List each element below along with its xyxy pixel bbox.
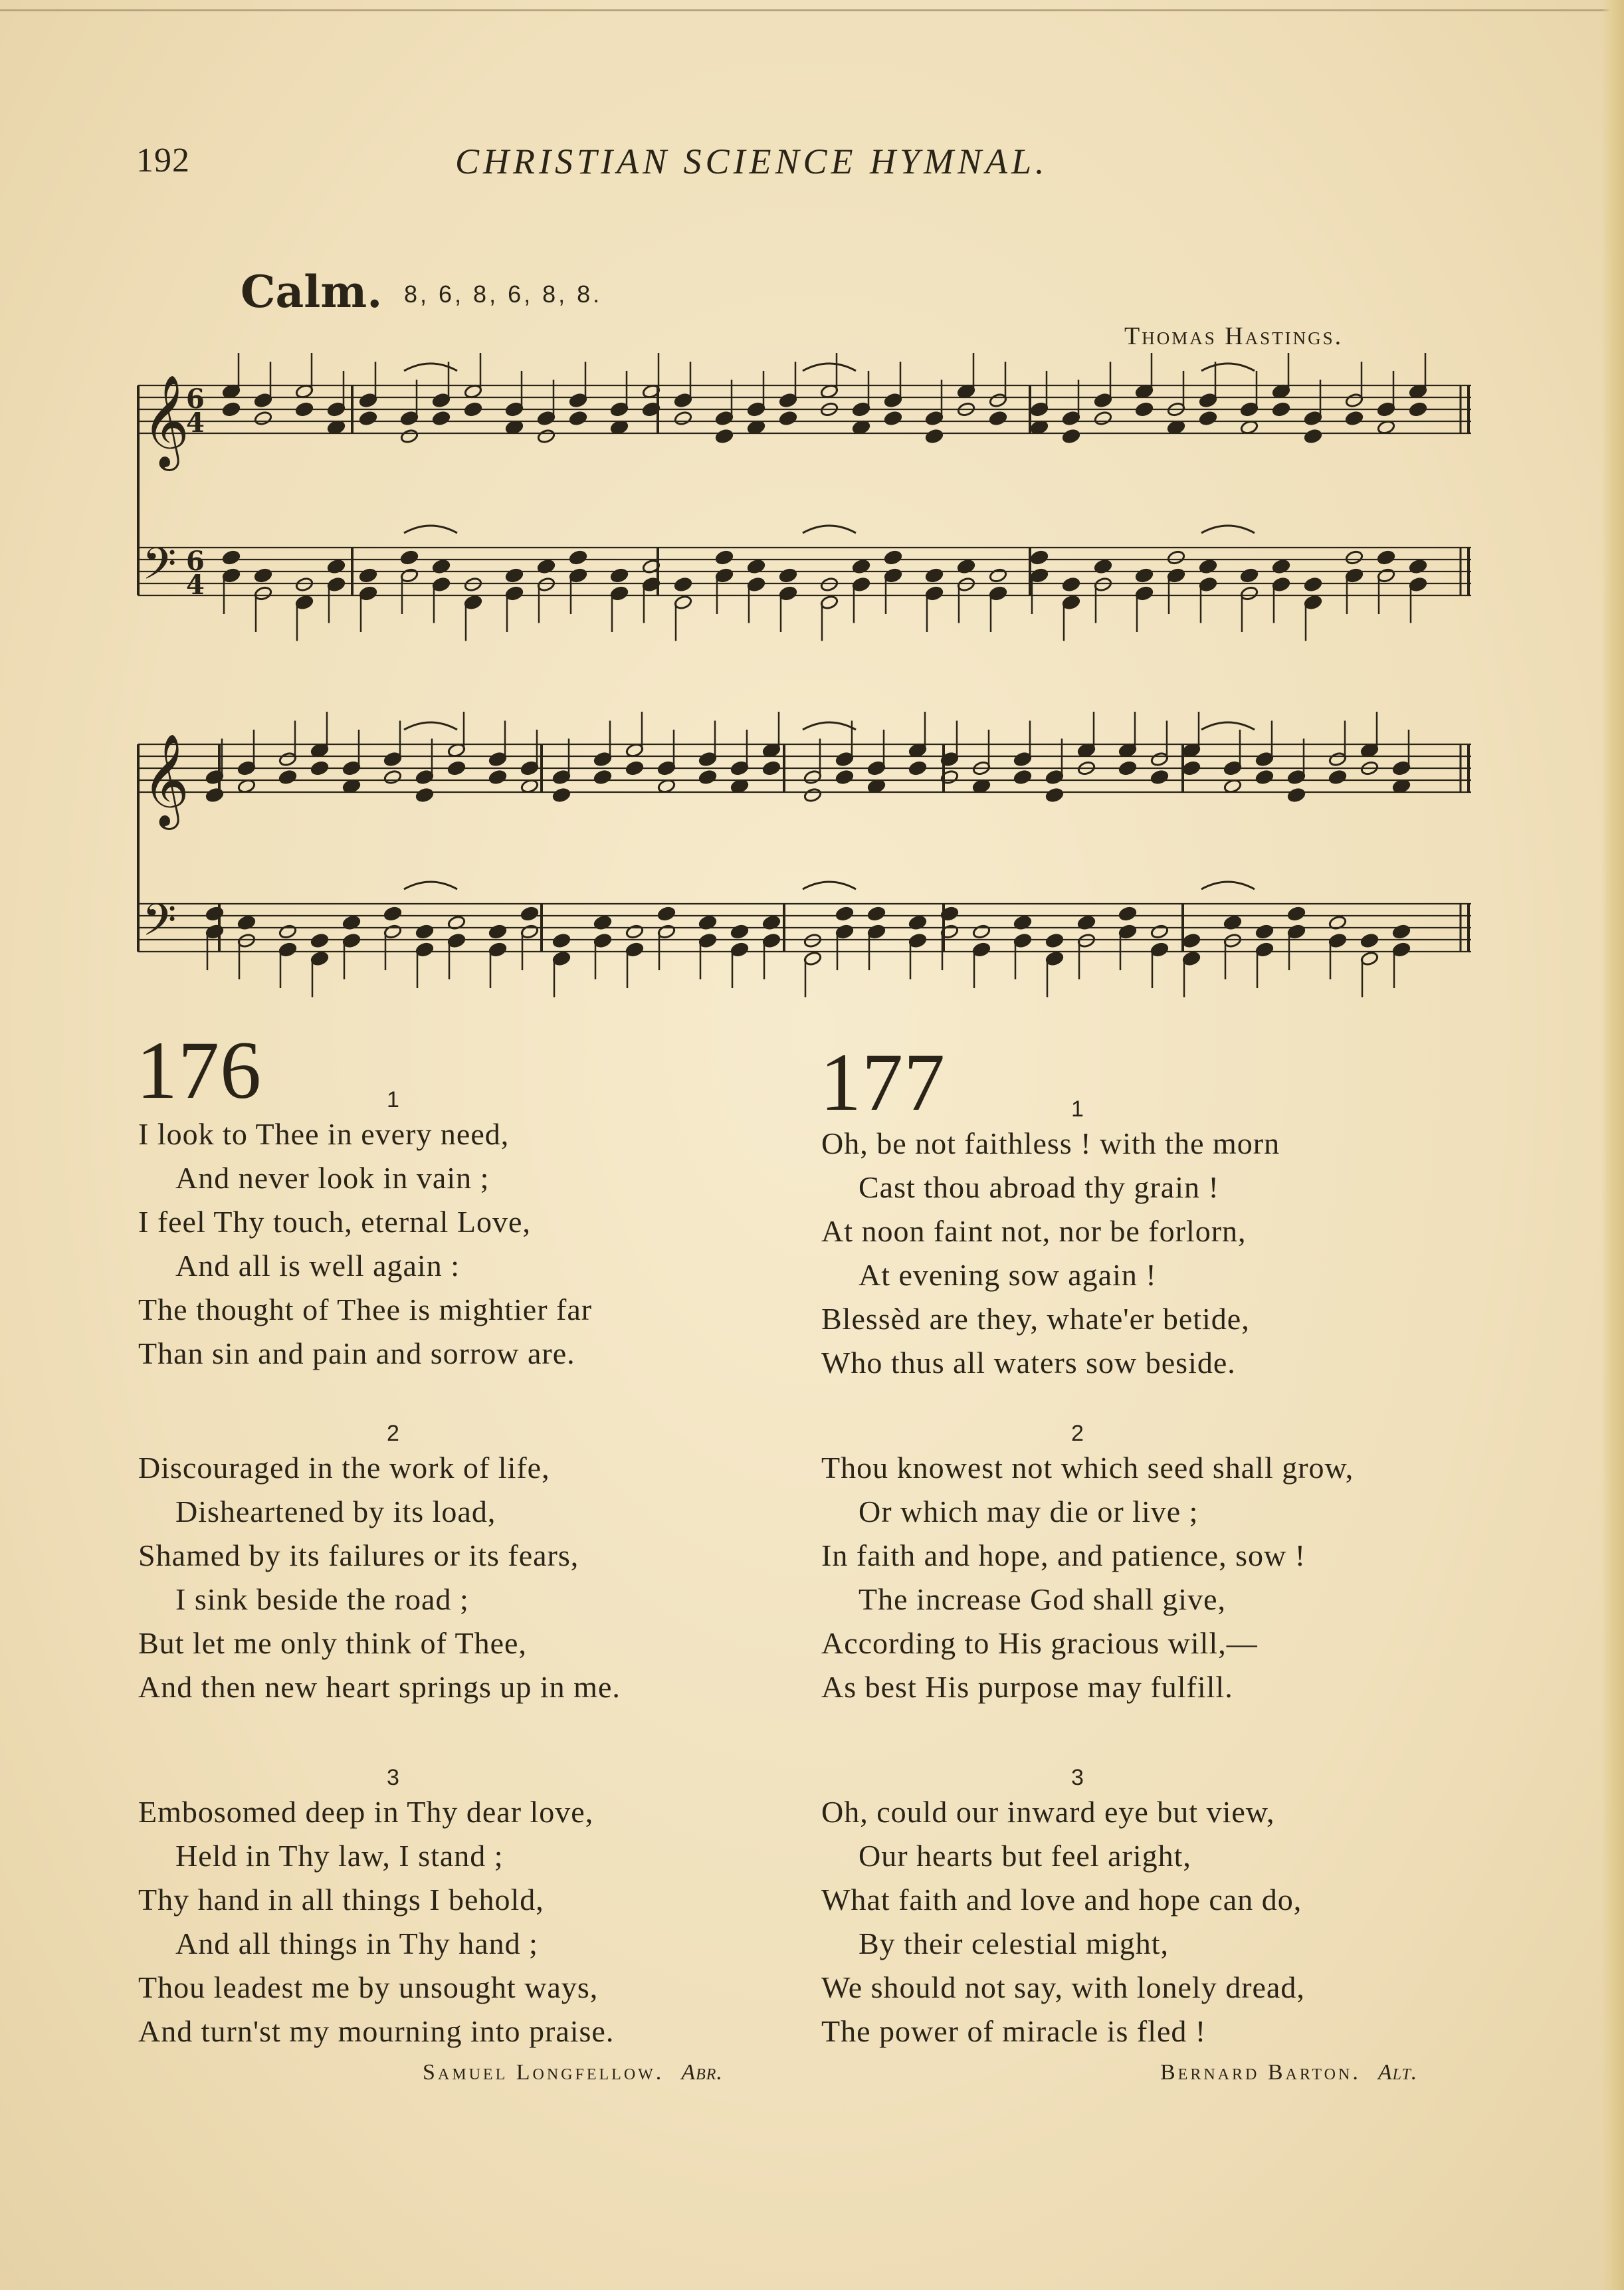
verse-line: We should not say, with lonely dread, bbox=[821, 1970, 1305, 2004]
note-head bbox=[222, 401, 241, 417]
verse-line: The increase God shall give, bbox=[859, 1582, 1226, 1616]
note-head bbox=[1182, 933, 1201, 948]
verse-number: 3 bbox=[387, 1765, 399, 1790]
verse-number: 2 bbox=[387, 1421, 399, 1446]
page-number: 192 bbox=[136, 142, 190, 179]
verse-line: In faith and hope, and patience, sow ! bbox=[821, 1538, 1306, 1572]
note-head bbox=[400, 429, 419, 444]
note-head bbox=[625, 760, 644, 776]
note-head bbox=[1360, 933, 1379, 948]
verse-line: Shamed by its failures or its fears, bbox=[138, 1538, 579, 1572]
verse-line: I sink beside the road ; bbox=[175, 1582, 469, 1616]
verse-line: At noon faint not, nor be forlorn, bbox=[821, 1214, 1247, 1248]
note-head bbox=[400, 550, 419, 565]
verse-line: At evening sow again ! bbox=[859, 1258, 1157, 1292]
verse-number: 3 bbox=[1071, 1765, 1084, 1790]
note-head bbox=[1045, 933, 1064, 948]
note-head bbox=[254, 411, 272, 426]
note-head bbox=[835, 906, 854, 921]
note-head bbox=[205, 906, 224, 921]
note-head bbox=[867, 906, 886, 921]
tie-mark bbox=[1201, 882, 1255, 889]
verse-line: Than sin and pain and sorrow are. bbox=[138, 1336, 575, 1370]
note-head bbox=[593, 770, 612, 785]
note-head bbox=[1304, 429, 1322, 444]
verse-line: And then new heart springs up in me. bbox=[138, 1670, 621, 1704]
tie-mark bbox=[803, 722, 856, 730]
tie-mark bbox=[404, 882, 457, 889]
tune-name: Calm. bbox=[241, 266, 383, 318]
tie-mark bbox=[1201, 364, 1255, 371]
bass-clef-icon: 𝄢 bbox=[142, 894, 177, 956]
note-head bbox=[464, 401, 482, 417]
note-head bbox=[310, 760, 329, 776]
note-head bbox=[1345, 550, 1364, 565]
note-head bbox=[415, 924, 434, 939]
note-head bbox=[569, 411, 587, 426]
verse-line: Blessèd are they, whate'er betide, bbox=[821, 1302, 1250, 1336]
verse-line: And all things in Thy hand ; bbox=[175, 1926, 538, 1960]
note-head bbox=[383, 906, 402, 921]
note-head bbox=[1013, 770, 1032, 785]
note-head bbox=[674, 411, 692, 426]
note-head bbox=[1304, 577, 1322, 592]
note-head bbox=[1062, 577, 1080, 592]
note-head bbox=[1062, 429, 1080, 444]
note-head bbox=[295, 401, 314, 417]
note-head bbox=[310, 933, 329, 948]
note-head bbox=[715, 550, 734, 565]
note-head bbox=[625, 924, 644, 939]
verse-line: Thou leadest me by unsought ways, bbox=[138, 1970, 599, 2004]
note-head bbox=[779, 411, 797, 426]
note-head bbox=[1272, 401, 1290, 417]
note-head bbox=[908, 760, 927, 776]
tie-mark bbox=[1201, 722, 1255, 730]
time-signature-top: 6 bbox=[186, 546, 205, 577]
verse-number: 1 bbox=[1071, 1096, 1084, 1122]
note-head bbox=[989, 568, 1007, 583]
time-signature-bottom: 4 bbox=[186, 407, 205, 439]
verse-line: What faith and love and hope can do, bbox=[821, 1883, 1302, 1917]
note-head bbox=[383, 770, 402, 785]
note-head bbox=[1150, 770, 1169, 785]
note-head bbox=[1167, 550, 1185, 565]
note-head bbox=[1392, 924, 1411, 939]
note-head bbox=[1255, 924, 1274, 939]
verse-line: Who thus all waters sow beside. bbox=[821, 1346, 1236, 1380]
note-head bbox=[1030, 550, 1049, 565]
note-head bbox=[698, 770, 717, 785]
note-head bbox=[657, 906, 676, 921]
note-head bbox=[989, 411, 1007, 426]
note-head bbox=[552, 933, 571, 948]
tune-meter: 8, 6, 8, 6, 8, 8. bbox=[404, 280, 603, 308]
verse-line: Thou knowest not which seed shall grow, bbox=[821, 1451, 1354, 1485]
verse-line: Oh, could our inward eye but view, bbox=[821, 1795, 1275, 1829]
edit-note: Abr. bbox=[681, 2060, 723, 2085]
verse-line: But let me only think of Thee, bbox=[138, 1626, 527, 1660]
author-name: Samuel Longfellow. bbox=[423, 2060, 664, 2085]
note-head bbox=[1240, 568, 1259, 583]
note-head bbox=[552, 787, 571, 803]
verse-line: Cast thou abroad thy grain ! bbox=[859, 1170, 1219, 1204]
tie-mark bbox=[1201, 526, 1255, 533]
note-head bbox=[569, 550, 587, 565]
note-head bbox=[205, 787, 224, 803]
treble-clef-icon: 𝄞 bbox=[142, 734, 189, 826]
verse-line: Embosomed deep in Thy dear love, bbox=[138, 1795, 594, 1829]
note-head bbox=[972, 924, 991, 939]
note-head bbox=[1182, 760, 1201, 776]
tune-composer: Thomas Hastings. bbox=[1124, 322, 1344, 350]
verse-line: The power of miracle is fled ! bbox=[821, 2014, 1207, 2048]
note-head bbox=[295, 577, 314, 592]
note-head bbox=[415, 787, 434, 803]
verse-line: Thy hand in all things I behold, bbox=[138, 1883, 544, 1917]
edit-note: Alt. bbox=[1377, 2060, 1418, 2085]
note-head bbox=[505, 568, 524, 583]
verse-line: Oh, be not faithless ! with the morn bbox=[821, 1126, 1280, 1160]
tie-mark bbox=[404, 722, 457, 730]
verse-line: I feel Thy touch, eternal Love, bbox=[138, 1205, 531, 1239]
note-head bbox=[730, 924, 749, 939]
verse-line: Our hearts but feel aright, bbox=[859, 1839, 1191, 1873]
note-head bbox=[359, 568, 377, 583]
note-head bbox=[884, 411, 902, 426]
verse-line: As best His purpose may fulfill. bbox=[821, 1670, 1233, 1704]
note-head bbox=[1287, 906, 1306, 921]
note-head bbox=[1135, 568, 1154, 583]
note-head bbox=[1150, 924, 1169, 939]
note-head bbox=[222, 550, 241, 565]
note-head bbox=[762, 760, 781, 776]
verse-line: Disheartened by its load, bbox=[175, 1495, 496, 1528]
note-head bbox=[1287, 787, 1306, 803]
note-head bbox=[1135, 401, 1154, 417]
running-title: CHRISTIAN SCIENCE HYMNAL. bbox=[455, 142, 1049, 181]
bass-clef-icon: 𝄢 bbox=[142, 538, 177, 600]
note-head bbox=[432, 411, 451, 426]
note-head bbox=[610, 568, 629, 583]
note-head bbox=[803, 933, 822, 948]
verse-number: 1 bbox=[387, 1087, 399, 1112]
note-head bbox=[1328, 770, 1347, 785]
time-signature-top: 6 bbox=[186, 383, 205, 415]
tie-mark bbox=[404, 526, 457, 533]
tie-mark bbox=[803, 526, 856, 533]
verse-line: And turn'st my mourning into praise. bbox=[138, 2014, 615, 2048]
note-head bbox=[278, 770, 297, 785]
author-name: Bernard Barton. bbox=[1160, 2060, 1361, 2085]
verse-number: 2 bbox=[1071, 1421, 1084, 1446]
note-head bbox=[1377, 550, 1395, 565]
note-head bbox=[520, 906, 539, 921]
hymn-attribution bbox=[423, 2060, 723, 2085]
verse-line: Discouraged in the work of life, bbox=[138, 1451, 550, 1485]
note-head bbox=[537, 429, 556, 444]
note-head bbox=[779, 568, 797, 583]
time-signature-bottom: 4 bbox=[186, 570, 205, 601]
note-head bbox=[1118, 906, 1137, 921]
note-head bbox=[1345, 411, 1364, 426]
note-head bbox=[359, 411, 377, 426]
hymn-attribution bbox=[1160, 2060, 1417, 2085]
music-score bbox=[0, 0, 1624, 1037]
note-head bbox=[447, 760, 466, 776]
verse-line: According to His gracious will,— bbox=[821, 1626, 1258, 1660]
note-head bbox=[488, 924, 507, 939]
note-head bbox=[674, 577, 692, 592]
note-head bbox=[1255, 770, 1274, 785]
note-head bbox=[803, 787, 822, 803]
note-head bbox=[884, 550, 902, 565]
tie-mark bbox=[803, 364, 856, 371]
verse-line: I look to Thee in every need, bbox=[138, 1117, 510, 1151]
note-head bbox=[925, 568, 944, 583]
verse-line: And never look in vain ; bbox=[175, 1161, 490, 1195]
note-head bbox=[820, 577, 839, 592]
note-head bbox=[278, 924, 297, 939]
note-head bbox=[1199, 411, 1217, 426]
note-head bbox=[835, 770, 854, 785]
verse-line: By their celestial might, bbox=[859, 1926, 1169, 1960]
note-head bbox=[464, 577, 482, 592]
note-head bbox=[488, 770, 507, 785]
note-head bbox=[254, 568, 272, 583]
hymn-number: 176 bbox=[136, 1025, 262, 1116]
note-head bbox=[1045, 787, 1064, 803]
verse-line: And all is well again : bbox=[175, 1249, 460, 1283]
note-head bbox=[1409, 401, 1427, 417]
verse-line: Or which may die or live ; bbox=[859, 1495, 1199, 1528]
note-head bbox=[715, 429, 734, 444]
verse-line: Held in Thy law, I stand ; bbox=[175, 1839, 504, 1873]
note-head bbox=[1118, 760, 1137, 776]
hymn-number: 177 bbox=[820, 1037, 946, 1128]
verse-line: The thought of Thee is mightier far bbox=[138, 1293, 593, 1326]
note-head bbox=[1094, 411, 1112, 426]
treble-clef-icon: 𝄞 bbox=[142, 375, 189, 467]
tie-mark bbox=[803, 882, 856, 889]
note-head bbox=[925, 429, 944, 444]
